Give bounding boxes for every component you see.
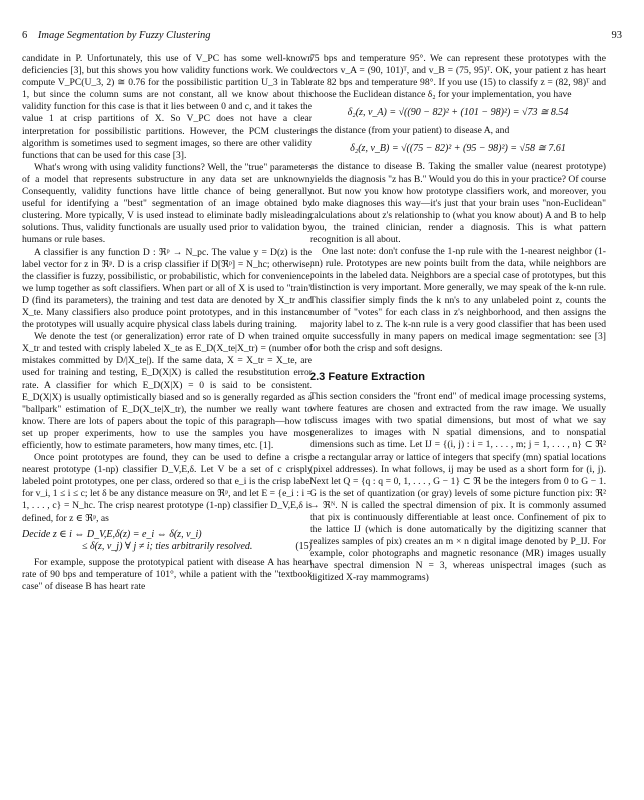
page-number-right: 93 [611,30,622,41]
paragraph: candidate in P. Unfortunately, this use of V_PC has some well-known deficiencies [3], but this shows you how validity functions work. We could compute V_PC(U_3, 2) ≅ 0.76 for the possibilistic partition U_3 in Table 1, but since the column sums are not constant, all we know about this validity function for this case is that it lies between 0 and c, and it takes the value 1 at crisp partitions of X. So V_PC does not have a clear interpretation for possibilistic partitions. However, the PCM clustering algorithm is sometimes used to segment images, so there are other validity functions that can be used for this case [3]. [22,53,312,161]
paragraph: 75 bps and temperature 95°. We can represent these prototypes with the vectors v_A = (90, 101)ᵀ, and v_B = (75, 95)ᵀ. OK, your patient z has heart rate 82 bps and temperature 98°. If you use (15) to classify z = (82, 98)ᵀ and choose the Euclidean distance δ₂ for your implementation, you have [310,53,606,101]
paragraph: For example, suppose the prototypical patient with disease A has heart rate of 90 bps and temperature of 101°, while a patient with the "textbook case" of disease B has heart rate [22,556,312,593]
equation-number: (15) [295,540,312,552]
chapter-title: Image Segmentation by Fuzzy Clustering [37,30,211,41]
section-heading: 2.3 Feature Extraction [310,370,425,383]
paragraph: One last note: don't confuse the 1-np rule with the 1-nearest neighbor (1-nn) rule. Prototypes are new points built from the data, while neighbors are points in the labeled data. Neighbors are a special case of prototypes, but this distinction is very important. More generally, we may speak of the k-nn rule. This classifier simply finds the k nn's to any unlabeled point z, counts the number of "votes" for each class in z's neighborhood, and then assigns the majority label to z. The k-nn rule is a very good classifier that has been used quite successfully in many papers on medical image segmentation: see [3] for both the crisp and soft designs. [310,246,606,354]
paragraph: as the distance (from your patient) to disease A, and [310,125,510,137]
equation-distance-a: δ₂(z, v_A) = √((90 − 82)² + (101 − 98)²) = √73 ≅ 8.54 [347,107,569,119]
equation-line: Decide z ∈ i ⇔ D_V,E,δ(z) = e_i ⇔ δ(z, v_i) [22,528,202,540]
paragraph: A classifier is any function D : ℜᵖ → N_pc. The value y = D(z) is the label vector for z in ℜᵖ. D is a crisp classifier if D[ℜᵖ] = N_hc; otherwise, the classifier is fuzzy, possibilistic, or probabilistic, which for convenience, we lump together as soft classifiers. When part or all of X is used to "train" D (find its parameters), the training and test data are denoted by X_tr and X_te. Many classifiers also produce point prototypes, and in this instance the prototypes will usually acquire physical class labels during training. [22,246,312,331]
paragraph: We denote the test (or generalization) error rate of D when trained on X_tr and tested with crisply labeled X_te as E_D(X_te|X_tr) = (number of mistakes committed by D/|X_te|). If the same data, X = X_tr = X_te, are used for training and testing, E_D(X|X) is called the resubstitution error rate. A classifier for which E_D(X|X) = 0 is said to be consistent. E_D(X|X) is usually optimistically biased and so is generally regarded as a "ballpark" estimation of E_D(X_te|X_tr), the number we really want to know. There are lots of papers about the topic of this paragraph—how to set up proper experiments, how to use the samples you have most efficiently, how to estimate parameters, how many times, etc. [1]. [22,331,312,451]
paragraph: This section considers the "front end" of medical image processing systems, where features are chosen and extracted from the raw image. We usually discuss images with two spatial dimensions, but most of what we say generalizes to images with N spatial dimensions, and to nonspatial dimensions such as time. Let IJ = {(i, j) : i = 1, . . . , m; j = 1, . . . , n} ⊂ ℜ² be a rectangular array or lattice of integers that specify (mn) spatial locations (pixel addresses). In what follows, ij may be used as a short form for (i, j). Next let Q = {q : q = 0, 1, . . . , G − 1} ⊂ ℜ be the integers from 0 to G − 1. G is the set of quantization (or gray) levels of some picture function pix: ℜ² → ℜᴺ. N is called the spectral dimension of pix. It is commonly assumed that pix is continuously differentiable at least once. Confinement of pix to the lattice IJ (which is done automatically by the digitizing scanner that realizes samples of pix) creates an m × n digital image denoted by P_IJ. For example, color photographs and magnetic resonance (MR) images usually have spectral dimension N = 3, whereas unispectral images (such as digitized X-ray mammograms) [310,391,606,584]
paragraph: What's wrong with using validity functions? Well, the "true" parameters of a model that represents substructure in any data set are unknown. Consequently, validity functions have little chance of being generally useful for identifying a "best" segmentation of an image obtained by clustering. More typically, V is used instead to eliminate badly misleading solutions. Thus, validity functionals are usually used prior to validation by humans or rule bases. [22,161,312,246]
paragraph: as the distance to disease B. Taking the smaller value (nearest prototype) yields the diagnosis "z has B." Would you do this in your practice? Of course not. But now you know how prototype classifiers work, and moreover, you do make diagnoses this way—it's just that your brain uses "non-Euclidean" calculations about z's relationship to (what you know about) A and B to help you, the trained clinician, render a diagnosis. This is what pattern recognition is all about. [310,161,606,246]
equation-15 [22,529,312,553]
paragraph: Once point prototypes are found, they can be used to define a crisp nearest prototype (1-np) classifier D_V,E,δ. Let V be a set of c crisply labeled point prototypes, one per class, ordered so that e_i is the crisp label for v_i, 1 ≤ i ≤ c; let δ be any distance measure on ℜᵖ, and let E = {e_i : i = 1, . . . , c} = N_hc. The crisp nearest prototype (1-np) classifier D_V,E,δ is defined, for z ∈ ℜᵖ, as [22,452,312,524]
left-column [22,53,312,593]
equation-line: ≤ δ(z, v_j) ∀ j ≠ i; ties arbitrarily resolved. [82,540,253,552]
page-number-left: 6 [22,30,28,41]
running-head-left [22,30,211,41]
equation-distance-b: δ₂(z, v_B) = √((75 − 82)² + (95 − 98)²) = √58 ≅ 7.61 [350,143,566,155]
right-column [310,53,606,585]
page-header [22,30,622,44]
